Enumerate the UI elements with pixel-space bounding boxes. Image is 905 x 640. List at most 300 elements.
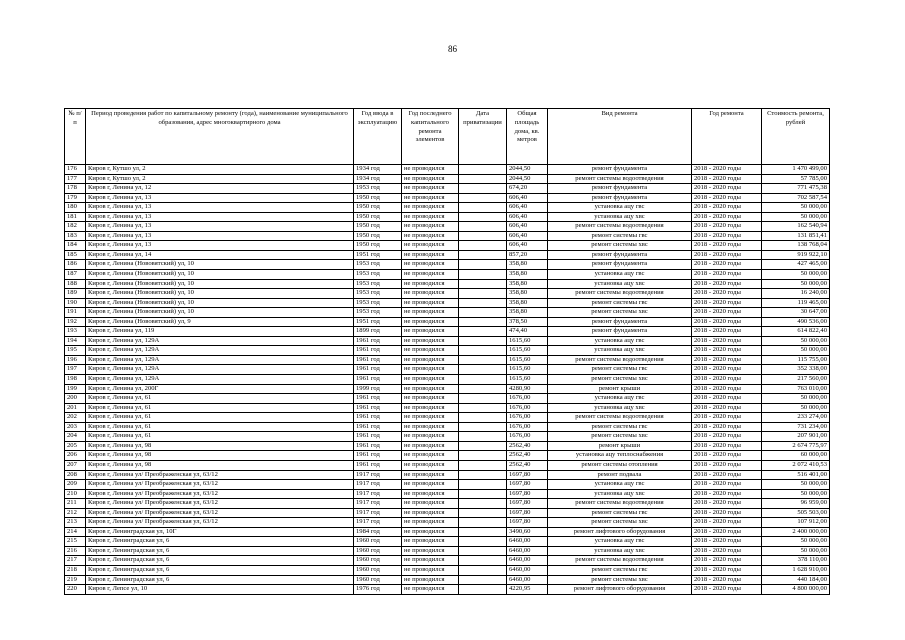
- table-row: [65, 317, 830, 327]
- cell-area: 358,80: [507, 270, 548, 280]
- cell-repair-cost: 115 755,00: [762, 355, 830, 365]
- cell-repair-period: 2018 - 2020 годы: [692, 422, 762, 432]
- cell-address: Киров г, Ленина ул/ Преображенская ул, 63/12: [86, 480, 354, 490]
- cell-area: 358,80: [507, 298, 548, 308]
- cell-area: 1615,60: [507, 346, 548, 356]
- cell-commission-year: 1961 год: [354, 355, 402, 365]
- cell-commission-year: 1960 год: [354, 575, 402, 585]
- cell-privatization-date: [459, 193, 507, 203]
- cell-privatization-date: [459, 480, 507, 490]
- cell-repair-kind: ремонт системы водоотведения: [548, 174, 692, 184]
- cell-commission-year: 1961 год: [354, 460, 402, 470]
- cell-last-repair: не проводился: [402, 375, 459, 385]
- cell-repair-cost: 352 338,00: [762, 365, 830, 375]
- cell-area: 1697,80: [507, 508, 548, 518]
- cell-area: 2044,50: [507, 165, 548, 175]
- cell-repair-cost: 119 465,00: [762, 298, 830, 308]
- cell-privatization-date: [459, 174, 507, 184]
- cell-repair-period: 2018 - 2020 годы: [692, 394, 762, 404]
- cell-repair-cost: 919 922,10: [762, 250, 830, 260]
- cell-number: 200: [65, 394, 86, 404]
- cell-repair-kind: ремонт фундамента: [548, 165, 692, 175]
- cell-address: Киров г, Ленинградская ул, 6: [86, 565, 354, 575]
- cell-address: Киров г, Ленина ул, 13: [86, 212, 354, 222]
- cell-area: 474,40: [507, 327, 548, 337]
- cell-area: 1676,00: [507, 422, 548, 432]
- header-no: № п/п: [65, 109, 86, 165]
- cell-privatization-date: [459, 432, 507, 442]
- table-row: [65, 365, 830, 375]
- cell-commission-year: 1960 год: [354, 546, 402, 556]
- cell-repair-cost: 50 000,00: [762, 212, 830, 222]
- cell-repair-period: 2018 - 2020 годы: [692, 585, 762, 595]
- cell-privatization-date: [459, 585, 507, 595]
- cell-number: 215: [65, 537, 86, 547]
- cell-commission-year: 1917 год: [354, 508, 402, 518]
- cell-commission-year: 1953 год: [354, 279, 402, 289]
- header-repair-kind: Вид ремонта: [548, 109, 692, 165]
- cell-repair-kind: ремонт системы гвс: [548, 365, 692, 375]
- cell-privatization-date: [459, 537, 507, 547]
- table-row: [65, 489, 830, 499]
- cell-repair-cost: 107 912,00: [762, 518, 830, 528]
- cell-repair-period: 2018 - 2020 годы: [692, 375, 762, 385]
- cell-repair-kind: ремонт крыши: [548, 384, 692, 394]
- cell-area: 1697,80: [507, 480, 548, 490]
- cell-commission-year: 1950 год: [354, 222, 402, 232]
- cell-privatization-date: [459, 203, 507, 213]
- cell-commission-year: 1953 год: [354, 308, 402, 318]
- cell-commission-year: 1961 год: [354, 394, 402, 404]
- cell-address: Киров г, Ленина ул, 129А: [86, 375, 354, 385]
- table-row: [65, 413, 830, 423]
- cell-commission-year: 1999 год: [354, 384, 402, 394]
- cell-area: 6460,00: [507, 546, 548, 556]
- repair-table: [64, 108, 830, 595]
- table-row: [65, 174, 830, 184]
- cell-commission-year: 1934 год: [354, 174, 402, 184]
- cell-address: Киров г, Ленина ул, 13: [86, 241, 354, 251]
- table-row: [65, 308, 830, 318]
- cell-repair-kind: установка ацу гвс: [548, 394, 692, 404]
- cell-privatization-date: [459, 556, 507, 566]
- cell-repair-cost: 490 536,00: [762, 317, 830, 327]
- cell-repair-period: 2018 - 2020 годы: [692, 203, 762, 213]
- cell-number: 182: [65, 222, 86, 232]
- cell-repair-kind: установка ацу гвс: [548, 537, 692, 547]
- cell-repair-cost: 50 000,00: [762, 346, 830, 356]
- table-row: [65, 537, 830, 547]
- cell-privatization-date: [459, 499, 507, 509]
- cell-privatization-date: [459, 308, 507, 318]
- cell-privatization-date: [459, 394, 507, 404]
- cell-area: 6460,00: [507, 565, 548, 575]
- table-row: [65, 327, 830, 337]
- cell-commission-year: 1917 год: [354, 480, 402, 490]
- cell-repair-period: 2018 - 2020 годы: [692, 231, 762, 241]
- cell-commission-year: 1976 год: [354, 585, 402, 595]
- cell-last-repair: не проводился: [402, 451, 459, 461]
- table-row: [65, 203, 830, 213]
- cell-number: 186: [65, 260, 86, 270]
- cell-privatization-date: [459, 575, 507, 585]
- cell-last-repair: не проводился: [402, 585, 459, 595]
- cell-number: 199: [65, 384, 86, 394]
- cell-repair-period: 2018 - 2020 годы: [692, 279, 762, 289]
- cell-repair-kind: ремонт лифтового оборудования: [548, 527, 692, 537]
- cell-area: 1676,00: [507, 394, 548, 404]
- cell-repair-cost: 60 000,00: [762, 451, 830, 461]
- cell-area: 6460,00: [507, 537, 548, 547]
- cell-last-repair: не проводился: [402, 499, 459, 509]
- cell-repair-period: 2018 - 2020 годы: [692, 527, 762, 537]
- cell-repair-period: 2018 - 2020 годы: [692, 480, 762, 490]
- table-row: [65, 184, 830, 194]
- table-row: [65, 422, 830, 432]
- cell-last-repair: не проводился: [402, 203, 459, 213]
- table-row: [65, 460, 830, 470]
- cell-last-repair: не проводился: [402, 489, 459, 499]
- cell-area: 1615,60: [507, 355, 548, 365]
- cell-repair-kind: ремонт системы гвс: [548, 298, 692, 308]
- cell-commission-year: 1951 год: [354, 317, 402, 327]
- cell-last-repair: не проводился: [402, 336, 459, 346]
- cell-repair-cost: 162 540,94: [762, 222, 830, 232]
- cell-repair-cost: 233 274,00: [762, 413, 830, 423]
- cell-privatization-date: [459, 413, 507, 423]
- cell-repair-cost: 614 822,40: [762, 327, 830, 337]
- cell-repair-kind: установка ацу хвс: [548, 279, 692, 289]
- cell-repair-cost: 516 401,00: [762, 470, 830, 480]
- cell-area: 4220,95: [507, 585, 548, 595]
- cell-repair-kind: ремонт подвала: [548, 470, 692, 480]
- cell-last-repair: не проводился: [402, 470, 459, 480]
- cell-privatization-date: [459, 222, 507, 232]
- cell-address: Киров г, Ленина (Нововятский) ул, 10: [86, 298, 354, 308]
- cell-last-repair: не проводился: [402, 279, 459, 289]
- cell-address: Киров г, Ленина (Нововятский) ул, 9: [86, 317, 354, 327]
- cell-repair-period: 2018 - 2020 годы: [692, 556, 762, 566]
- table-row: [65, 451, 830, 461]
- cell-number: 190: [65, 298, 86, 308]
- cell-privatization-date: [459, 565, 507, 575]
- cell-commission-year: 1961 год: [354, 422, 402, 432]
- cell-repair-kind: ремонт системы водоотведения: [548, 289, 692, 299]
- cell-repair-cost: 16 240,00: [762, 289, 830, 299]
- cell-address: Киров г, Ленинградская ул, 6: [86, 575, 354, 585]
- cell-area: 606,40: [507, 212, 548, 222]
- cell-repair-period: 2018 - 2020 годы: [692, 346, 762, 356]
- cell-number: 218: [65, 565, 86, 575]
- cell-repair-period: 2018 - 2020 годы: [692, 355, 762, 365]
- cell-commission-year: 1951 год: [354, 250, 402, 260]
- cell-repair-cost: 702 587,54: [762, 193, 830, 203]
- cell-number: 196: [65, 355, 86, 365]
- cell-privatization-date: [459, 527, 507, 537]
- cell-privatization-date: [459, 470, 507, 480]
- cell-repair-period: 2018 - 2020 годы: [692, 260, 762, 270]
- cell-address: Киров г, Ленина ул, 61: [86, 394, 354, 404]
- cell-repair-period: 2018 - 2020 годы: [692, 336, 762, 346]
- cell-repair-cost: 50 000,00: [762, 203, 830, 213]
- cell-commission-year: 1950 год: [354, 193, 402, 203]
- table-row: [65, 499, 830, 509]
- cell-number: 197: [65, 365, 86, 375]
- cell-number: 195: [65, 346, 86, 356]
- cell-commission-year: 1917 год: [354, 470, 402, 480]
- cell-last-repair: не проводился: [402, 346, 459, 356]
- cell-number: 180: [65, 203, 86, 213]
- cell-number: 187: [65, 270, 86, 280]
- cell-address: Киров г, Ленина ул/ Преображенская ул, 63/12: [86, 470, 354, 480]
- cell-area: 1676,00: [507, 432, 548, 442]
- cell-last-repair: не проводился: [402, 165, 459, 175]
- cell-repair-kind: ремонт системы водоотведения: [548, 355, 692, 365]
- table-row: [65, 193, 830, 203]
- table-row: [65, 241, 830, 251]
- cell-repair-cost: 50 000,00: [762, 279, 830, 289]
- cell-commission-year: 1953 год: [354, 298, 402, 308]
- cell-address: Киров г, Ленина (Нововятский) ул, 10: [86, 289, 354, 299]
- cell-number: 201: [65, 403, 86, 413]
- cell-repair-period: 2018 - 2020 годы: [692, 460, 762, 470]
- cell-repair-period: 2018 - 2020 годы: [692, 270, 762, 280]
- cell-last-repair: не проводился: [402, 184, 459, 194]
- cell-repair-period: 2018 - 2020 годы: [692, 489, 762, 499]
- cell-repair-kind: ремонт системы водоотведения: [548, 222, 692, 232]
- header-address: Период проведения работ по капитальному ремонту (года), наименование муниципального образования, адрес многоквартирного дома: [86, 109, 354, 165]
- cell-privatization-date: [459, 241, 507, 251]
- header-privatization-date: Дата приватизации: [459, 109, 507, 165]
- cell-repair-kind: установка ацу хвс: [548, 212, 692, 222]
- cell-repair-cost: 138 768,04: [762, 241, 830, 251]
- cell-repair-kind: установка ацу хвс: [548, 346, 692, 356]
- cell-number: 211: [65, 499, 86, 509]
- cell-commission-year: 1961 год: [354, 432, 402, 442]
- cell-area: 1615,60: [507, 336, 548, 346]
- cell-number: 216: [65, 546, 86, 556]
- cell-number: 219: [65, 575, 86, 585]
- table-row: [65, 231, 830, 241]
- cell-repair-kind: ремонт системы хвс: [548, 308, 692, 318]
- table-header-row: [65, 109, 830, 165]
- cell-area: 378,50: [507, 317, 548, 327]
- cell-repair-period: 2018 - 2020 годы: [692, 518, 762, 528]
- cell-address: Киров г, Ленина ул, 61: [86, 403, 354, 413]
- cell-address: Киров г, Ленина ул/ Преображенская ул, 63/12: [86, 508, 354, 518]
- cell-area: 1615,60: [507, 375, 548, 385]
- table-row: [65, 527, 830, 537]
- table-row: [65, 212, 830, 222]
- cell-address: Киров г, Ленина ул/ Преображенская ул, 63/12: [86, 499, 354, 509]
- cell-repair-period: 2018 - 2020 годы: [692, 317, 762, 327]
- cell-commission-year: 1961 год: [354, 365, 402, 375]
- table-row: [65, 289, 830, 299]
- cell-area: 1697,80: [507, 518, 548, 528]
- cell-privatization-date: [459, 270, 507, 280]
- table-row: [65, 432, 830, 442]
- cell-repair-period: 2018 - 2020 годы: [692, 193, 762, 203]
- cell-commission-year: 1953 год: [354, 270, 402, 280]
- cell-repair-kind: ремонт системы гвс: [548, 231, 692, 241]
- cell-repair-kind: установка ацу гвс: [548, 336, 692, 346]
- cell-commission-year: 1899 год: [354, 327, 402, 337]
- table-row: [65, 556, 830, 566]
- cell-repair-cost: 378 110,00: [762, 556, 830, 566]
- cell-number: 203: [65, 422, 86, 432]
- cell-address: Киров г, Ленина ул, 129А: [86, 346, 354, 356]
- cell-address: Киров г, Ленинградская ул, 6: [86, 537, 354, 547]
- cell-repair-kind: установка ацу гвс: [548, 480, 692, 490]
- cell-area: 1697,80: [507, 489, 548, 499]
- cell-area: 6460,00: [507, 575, 548, 585]
- cell-repair-period: 2018 - 2020 годы: [692, 470, 762, 480]
- cell-address: Киров г, Ленина ул, 13: [86, 222, 354, 232]
- cell-number: 209: [65, 480, 86, 490]
- cell-number: 217: [65, 556, 86, 566]
- cell-repair-cost: 1 470 499,00: [762, 165, 830, 175]
- cell-address: Киров г, Ленина ул/ Преображенская ул, 63/12: [86, 518, 354, 528]
- cell-repair-kind: ремонт фундамента: [548, 317, 692, 327]
- cell-repair-period: 2018 - 2020 годы: [692, 308, 762, 318]
- cell-repair-kind: ремонт фундамента: [548, 327, 692, 337]
- cell-last-repair: не проводился: [402, 546, 459, 556]
- cell-repair-period: 2018 - 2020 годы: [692, 222, 762, 232]
- cell-number: 213: [65, 518, 86, 528]
- cell-repair-period: 2018 - 2020 годы: [692, 250, 762, 260]
- cell-area: 1676,00: [507, 403, 548, 413]
- cell-repair-period: 2018 - 2020 годы: [692, 174, 762, 184]
- cell-repair-kind: ремонт лифтового оборудования: [548, 585, 692, 595]
- cell-last-repair: не проводился: [402, 222, 459, 232]
- cell-repair-kind: ремонт системы отопления: [548, 460, 692, 470]
- cell-repair-cost: 50 000,00: [762, 489, 830, 499]
- cell-address: Киров г, Ленина ул, 13: [86, 203, 354, 213]
- cell-repair-cost: 96 959,00: [762, 499, 830, 509]
- table-row: [65, 575, 830, 585]
- cell-number: 191: [65, 308, 86, 318]
- cell-last-repair: не проводился: [402, 317, 459, 327]
- table-row: [65, 336, 830, 346]
- cell-commission-year: 1953 год: [354, 260, 402, 270]
- cell-address: Киров г, Ленина ул, 61: [86, 422, 354, 432]
- cell-number: 198: [65, 375, 86, 385]
- table-row: [65, 441, 830, 451]
- cell-number: 193: [65, 327, 86, 337]
- cell-last-repair: не проводился: [402, 413, 459, 423]
- cell-privatization-date: [459, 441, 507, 451]
- cell-repair-period: 2018 - 2020 годы: [692, 289, 762, 299]
- cell-commission-year: 1961 год: [354, 346, 402, 356]
- cell-repair-cost: 57 785,00: [762, 174, 830, 184]
- cell-area: 2562,40: [507, 460, 548, 470]
- cell-number: 204: [65, 432, 86, 442]
- cell-repair-period: 2018 - 2020 годы: [692, 565, 762, 575]
- cell-repair-period: 2018 - 2020 годы: [692, 212, 762, 222]
- cell-repair-cost: 50 000,00: [762, 270, 830, 280]
- cell-privatization-date: [459, 518, 507, 528]
- cell-last-repair: не проводился: [402, 260, 459, 270]
- cell-privatization-date: [459, 375, 507, 385]
- cell-last-repair: не проводился: [402, 355, 459, 365]
- cell-repair-kind: ремонт системы хвс: [548, 432, 692, 442]
- cell-privatization-date: [459, 327, 507, 337]
- cell-address: Киров г, Кутшо ул, 2: [86, 165, 354, 175]
- cell-area: 3490,60: [507, 527, 548, 537]
- cell-repair-period: 2018 - 2020 годы: [692, 432, 762, 442]
- cell-address: Киров г, Лепсе ул, 10: [86, 585, 354, 595]
- cell-commission-year: 1961 год: [354, 413, 402, 423]
- cell-privatization-date: [459, 336, 507, 346]
- cell-area: 606,40: [507, 241, 548, 251]
- page-number: 86: [448, 44, 457, 54]
- cell-commission-year: 1917 год: [354, 518, 402, 528]
- cell-number: 176: [65, 165, 86, 175]
- cell-repair-cost: 131 851,41: [762, 231, 830, 241]
- cell-area: 358,80: [507, 308, 548, 318]
- cell-commission-year: 1917 год: [354, 499, 402, 509]
- cell-last-repair: не проводился: [402, 174, 459, 184]
- cell-last-repair: не проводился: [402, 441, 459, 451]
- cell-privatization-date: [459, 231, 507, 241]
- cell-number: 189: [65, 289, 86, 299]
- cell-repair-cost: 30 647,00: [762, 308, 830, 318]
- table-row: [65, 279, 830, 289]
- cell-commission-year: 1917 год: [354, 489, 402, 499]
- cell-number: 192: [65, 317, 86, 327]
- cell-privatization-date: [459, 289, 507, 299]
- cell-commission-year: 1950 год: [354, 203, 402, 213]
- cell-commission-year: 1961 год: [354, 336, 402, 346]
- cell-repair-cost: 50 000,00: [762, 403, 830, 413]
- cell-commission-year: 1934 год: [354, 165, 402, 175]
- cell-repair-kind: ремонт системы гвс: [548, 565, 692, 575]
- cell-last-repair: не проводился: [402, 298, 459, 308]
- cell-last-repair: не проводился: [402, 384, 459, 394]
- cell-last-repair: не проводился: [402, 556, 459, 566]
- cell-commission-year: 1953 год: [354, 289, 402, 299]
- cell-repair-kind: ремонт системы хвс: [548, 518, 692, 528]
- cell-repair-kind: ремонт системы водоотведения: [548, 499, 692, 509]
- cell-address: Киров г, Ленинградская ул, 10Г: [86, 527, 354, 537]
- cell-privatization-date: [459, 298, 507, 308]
- cell-commission-year: 1953 год: [354, 184, 402, 194]
- cell-repair-kind: ремонт системы водоотведения: [548, 413, 692, 423]
- cell-privatization-date: [459, 451, 507, 461]
- cell-repair-period: 2018 - 2020 годы: [692, 451, 762, 461]
- cell-number: 207: [65, 460, 86, 470]
- cell-repair-kind: ремонт фундамента: [548, 250, 692, 260]
- cell-privatization-date: [459, 489, 507, 499]
- cell-address: Киров г, Ленина ул, 129А: [86, 336, 354, 346]
- cell-last-repair: не проводился: [402, 432, 459, 442]
- cell-repair-cost: 440 184,00: [762, 575, 830, 585]
- cell-area: 1697,80: [507, 499, 548, 509]
- table-row: [65, 394, 830, 404]
- cell-privatization-date: [459, 460, 507, 470]
- cell-repair-cost: 1 628 910,00: [762, 565, 830, 575]
- cell-privatization-date: [459, 317, 507, 327]
- cell-address: Киров г, Ленинградская ул, 6: [86, 546, 354, 556]
- cell-repair-cost: 50 000,00: [762, 336, 830, 346]
- cell-last-repair: не проводился: [402, 289, 459, 299]
- cell-address: Киров г, Ленина ул, 98: [86, 460, 354, 470]
- cell-commission-year: 1961 год: [354, 451, 402, 461]
- table-row: [65, 480, 830, 490]
- cell-commission-year: 1984 год: [354, 527, 402, 537]
- cell-privatization-date: [459, 403, 507, 413]
- table-body: [65, 165, 830, 595]
